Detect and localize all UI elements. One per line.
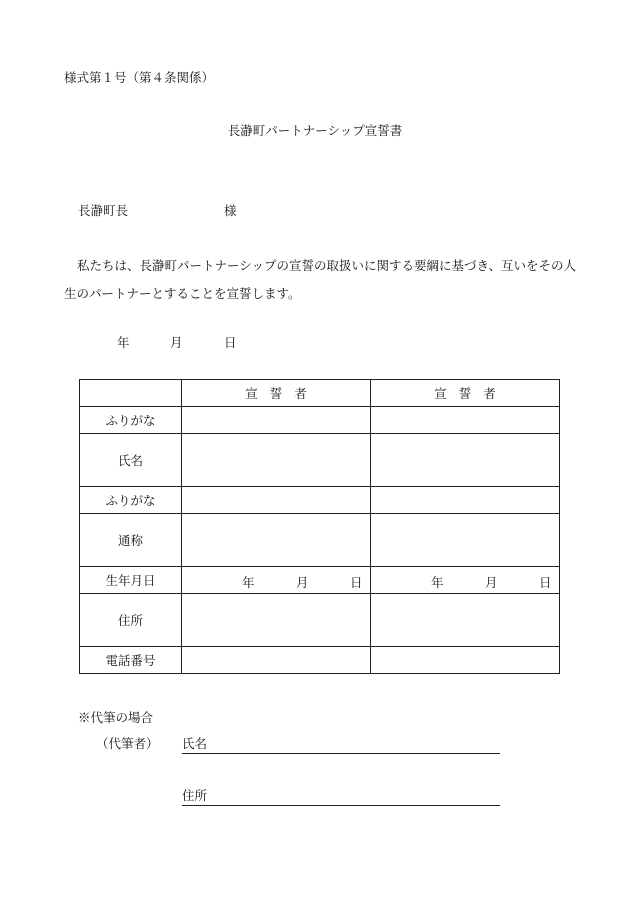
alias-field-2[interactable] (371, 514, 560, 567)
addressee-name: 長瀞町長 (78, 203, 129, 218)
header-blank-cell (80, 380, 182, 407)
row-label-address: 住所 (80, 594, 182, 647)
column-header-declarant-1: 宣誓者 (182, 380, 371, 407)
form-number: 様式第１号（第４条関係） (64, 70, 215, 85)
dob-month-label: 月 (485, 575, 498, 590)
date-year-label: 年 (117, 335, 130, 350)
proxy-name-label: 氏名 (182, 736, 208, 751)
table-row (80, 514, 560, 567)
proxy-name-field[interactable] (182, 734, 500, 754)
name-field-2[interactable] (371, 434, 560, 487)
address-field-1[interactable] (182, 594, 371, 647)
alias-furigana-field-1[interactable] (182, 487, 371, 514)
row-label-phone: 電話番号 (80, 647, 182, 674)
table-row (80, 487, 560, 514)
proxy-section-title: ※代筆の場合 (78, 710, 154, 725)
dob-day-label: 日 (539, 575, 552, 590)
table-row (80, 434, 560, 487)
table-row (80, 567, 560, 594)
phone-field-1[interactable] (182, 647, 371, 674)
table-row (80, 647, 560, 674)
proxy-address-label: 住所 (182, 788, 208, 803)
column-header-declarant-2: 宣誓者 (371, 380, 560, 407)
birthdate-field-1[interactable] (182, 567, 371, 594)
phone-field-2[interactable] (371, 647, 560, 674)
furigana-field-2[interactable] (371, 407, 560, 434)
dob-day-label: 日 (350, 575, 363, 590)
row-label-alias-furigana: ふりがな (80, 487, 182, 514)
alias-furigana-field-2[interactable] (371, 487, 560, 514)
addressee-honorific: 様 (224, 203, 237, 218)
dob-month-label: 月 (296, 575, 309, 590)
table-row (80, 594, 560, 647)
document-title: 長瀞町パートナーシップ宣誓書 (227, 123, 403, 138)
row-label-birthdate: 生年月日 (80, 567, 182, 594)
date-month-label: 月 (170, 335, 183, 350)
alias-field-1[interactable] (182, 514, 371, 567)
dob-year-label: 年 (431, 575, 444, 590)
birthdate-field-2[interactable] (371, 567, 560, 594)
table-row (80, 407, 560, 434)
furigana-field-1[interactable] (182, 407, 371, 434)
row-label-alias: 通称 (80, 514, 182, 567)
oath-table (79, 379, 560, 674)
oath-statement: 私たちは、長瀞町パートナーシップの宣誓の取扱いに関する要綱に基づき、互いをその人生のパートナーとすることを宣誓します。 (64, 258, 577, 301)
proxy-address-field[interactable] (182, 786, 500, 806)
row-label-name: 氏名 (80, 434, 182, 487)
date-day-label: 日 (224, 335, 237, 350)
proxy-role-label: （代筆者） (96, 736, 159, 751)
table-header-row (80, 380, 560, 407)
address-field-2[interactable] (371, 594, 560, 647)
row-label-furigana: ふりがな (80, 407, 182, 434)
name-field-1[interactable] (182, 434, 371, 487)
dob-year-label: 年 (242, 575, 255, 590)
